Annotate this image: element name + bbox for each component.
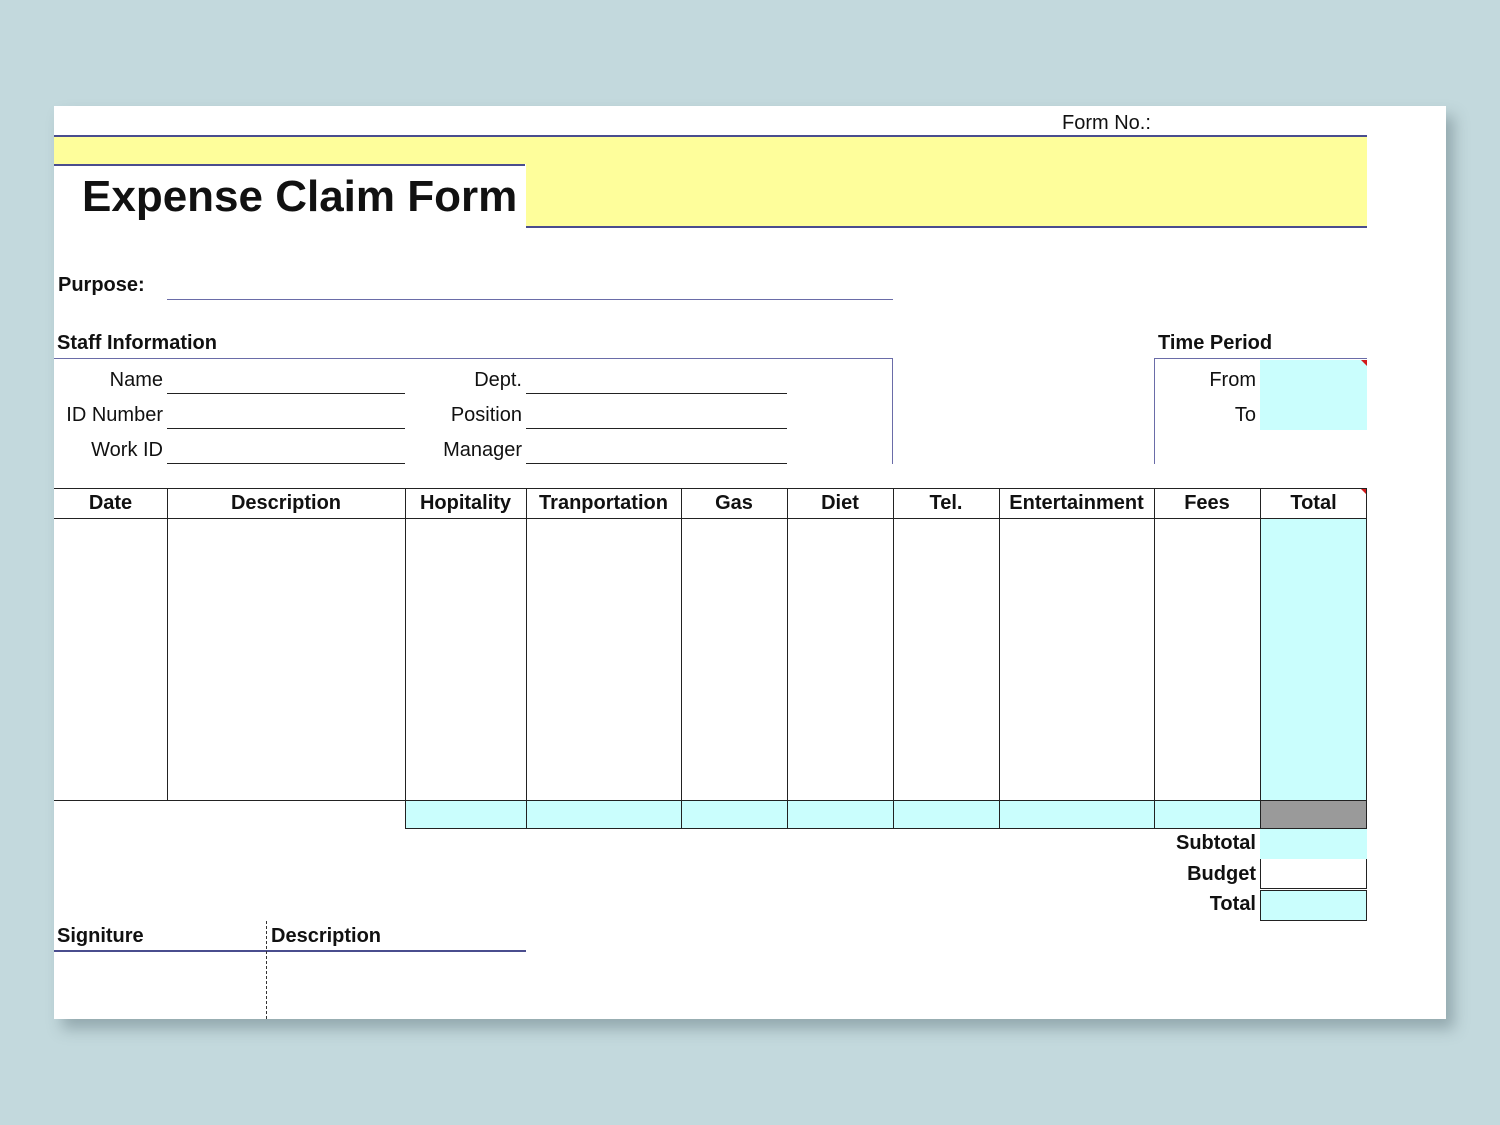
column-header-description: Description <box>230 492 342 514</box>
column-header-gas: Gas <box>715 492 753 514</box>
name-field[interactable] <box>167 393 405 394</box>
column-header-entertainment: Entertainment <box>1009 492 1144 514</box>
time-period-heading: Time Period <box>1158 332 1273 354</box>
staff-info-heading: Staff Information <box>57 332 217 354</box>
column-sums-row[interactable] <box>405 801 1260 828</box>
column-header-fees: Fees <box>1184 492 1230 514</box>
expense-table-header <box>54 488 1367 519</box>
column-header-tel: Tel. <box>929 492 963 514</box>
position-field[interactable] <box>526 428 787 429</box>
col-line-8 <box>1260 488 1261 829</box>
purpose-field[interactable] <box>167 299 893 300</box>
subtotal-label: Subtotal <box>1176 832 1256 854</box>
id-number-field[interactable] <box>167 428 405 429</box>
work-id-label: Work ID <box>91 439 163 461</box>
total-column-cells[interactable] <box>1261 519 1367 800</box>
col-line-3 <box>681 488 682 829</box>
time-period-top-rule <box>1154 358 1367 359</box>
footer-rule <box>54 950 526 952</box>
col-line-6 <box>999 488 1000 829</box>
purpose-label: Purpose: <box>58 274 145 296</box>
name-label: Name <box>109 369 163 391</box>
col-line-4 <box>787 488 788 829</box>
from-label: From <box>1209 369 1256 391</box>
col-line-9 <box>1366 488 1367 829</box>
work-id-field[interactable] <box>167 463 405 464</box>
total-label: Total <box>1209 893 1256 915</box>
to-date-input[interactable] <box>1260 396 1367 430</box>
grand-total-gray-cell <box>1260 801 1367 828</box>
title-band-rule-right <box>526 226 1367 228</box>
id-number-label: ID Number <box>66 404 163 426</box>
column-header-total: Total <box>1290 492 1337 514</box>
col-line-2 <box>526 488 527 829</box>
column-sums-row-bottom <box>405 828 1367 829</box>
title-band-edge <box>525 164 526 228</box>
manager-field[interactable] <box>526 463 787 464</box>
column-header-date: Date <box>88 492 133 514</box>
column-header-transportation: Tranportation <box>539 492 668 514</box>
title-band <box>54 137 1367 164</box>
col-line-0 <box>167 488 168 800</box>
footer-description-label: Description <box>271 925 382 947</box>
col-line-7 <box>1154 488 1155 829</box>
staff-info-right-rule <box>892 358 893 464</box>
total-input[interactable] <box>1260 890 1367 921</box>
title-band-right <box>526 164 1367 226</box>
title-band-rule-left <box>54 164 526 166</box>
to-label: To <box>1234 404 1256 426</box>
subtotal-input[interactable] <box>1260 829 1367 859</box>
dept-field[interactable] <box>526 393 787 394</box>
position-label: Position <box>450 404 522 426</box>
manager-label: Manager <box>443 439 522 461</box>
dept-label: Dept. <box>474 369 522 391</box>
column-header-diet: Diet <box>821 492 859 514</box>
signature-label: Signiture <box>57 925 144 947</box>
time-period-left-rule <box>1154 358 1155 464</box>
expense-claim-sheet <box>54 106 1446 1019</box>
form-title: Expense Claim Form <box>82 172 518 221</box>
staff-info-top-rule <box>54 358 893 359</box>
from-date-input[interactable] <box>1260 360 1367 396</box>
col-line-1 <box>405 488 406 829</box>
column-header-hospitality: Hopitality <box>419 492 512 514</box>
from-comment-marker <box>1361 360 1367 366</box>
col-line-5 <box>893 488 894 829</box>
footer-dashed-divider <box>266 921 267 1019</box>
form-number-label: Form No.: <box>1062 112 1151 134</box>
budget-input[interactable] <box>1260 859 1367 889</box>
budget-label: Budget <box>1187 863 1256 885</box>
